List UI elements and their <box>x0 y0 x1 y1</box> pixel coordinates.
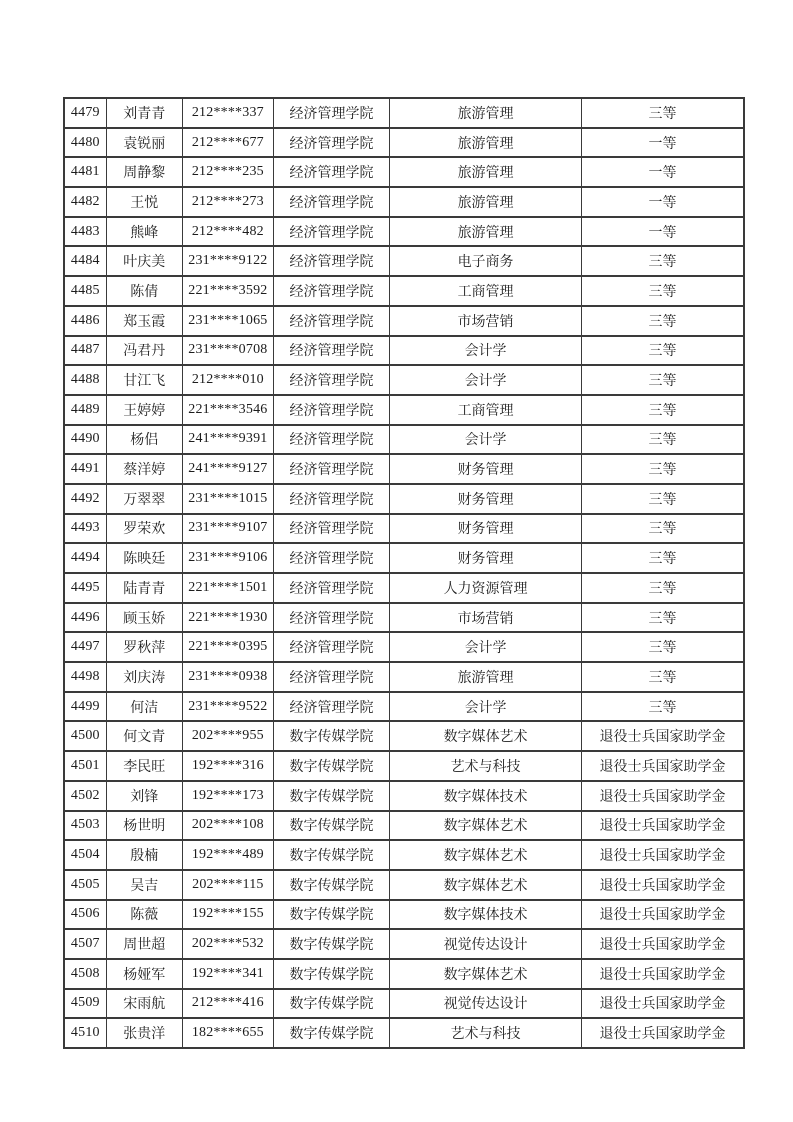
cell-major: 财务管理 <box>390 484 582 514</box>
cell-name: 杨娅军 <box>106 959 182 989</box>
cell-student-id: 202****532 <box>182 929 273 959</box>
cell-college: 数字传媒学院 <box>273 781 389 811</box>
cell-name: 刘青青 <box>106 98 182 128</box>
cell-name: 宋雨航 <box>106 989 182 1019</box>
cell-seq: 4482 <box>64 187 106 217</box>
cell-name: 周世超 <box>106 929 182 959</box>
cell-award: 一等 <box>581 157 744 187</box>
cell-major: 旅游管理 <box>390 662 582 692</box>
cell-award: 退役士兵国家助学金 <box>581 989 744 1019</box>
cell-college: 数字传媒学院 <box>273 929 389 959</box>
table-row <box>64 1018 744 1048</box>
cell-major: 电子商务 <box>390 246 582 276</box>
cell-major: 旅游管理 <box>390 187 582 217</box>
cell-name: 陆青青 <box>106 573 182 603</box>
cell-college: 经济管理学院 <box>273 395 389 425</box>
cell-major: 财务管理 <box>390 543 582 573</box>
cell-award: 三等 <box>581 454 744 484</box>
cell-name: 何文青 <box>106 721 182 751</box>
cell-award: 三等 <box>581 395 744 425</box>
cell-student-id: 202****108 <box>182 811 273 841</box>
cell-name: 王悦 <box>106 187 182 217</box>
cell-name: 李民旺 <box>106 751 182 781</box>
table-row <box>64 632 744 662</box>
cell-major: 数字媒体艺术 <box>390 840 582 870</box>
cell-name: 周静黎 <box>106 157 182 187</box>
cell-student-id: 231****9122 <box>182 246 273 276</box>
cell-seq: 4480 <box>64 128 106 158</box>
cell-seq: 4506 <box>64 900 106 930</box>
cell-student-id: 231****9107 <box>182 514 273 544</box>
table-row <box>64 751 744 781</box>
cell-college: 经济管理学院 <box>273 662 389 692</box>
cell-student-id: 241****9391 <box>182 425 273 455</box>
cell-name: 杨侣 <box>106 425 182 455</box>
cell-college: 数字传媒学院 <box>273 811 389 841</box>
cell-student-id: 212****337 <box>182 98 273 128</box>
table-row <box>64 336 744 366</box>
cell-award: 退役士兵国家助学金 <box>581 840 744 870</box>
table-row <box>64 692 744 722</box>
cell-student-id: 231****1065 <box>182 306 273 336</box>
table-row <box>64 128 744 158</box>
cell-major: 市场营销 <box>390 603 582 633</box>
table-row <box>64 306 744 336</box>
cell-award: 退役士兵国家助学金 <box>581 721 744 751</box>
cell-seq: 4507 <box>64 929 106 959</box>
cell-major: 会计学 <box>390 425 582 455</box>
table-row <box>64 781 744 811</box>
table-row <box>64 603 744 633</box>
table-row <box>64 187 744 217</box>
table-row <box>64 217 744 247</box>
cell-student-id: 231****9106 <box>182 543 273 573</box>
cell-college: 经济管理学院 <box>273 128 389 158</box>
cell-award: 三等 <box>581 603 744 633</box>
cell-seq: 4499 <box>64 692 106 722</box>
cell-award: 三等 <box>581 425 744 455</box>
table-row <box>64 395 744 425</box>
cell-college: 经济管理学院 <box>273 454 389 484</box>
table-row <box>64 276 744 306</box>
cell-award: 退役士兵国家助学金 <box>581 929 744 959</box>
cell-award: 三等 <box>581 276 744 306</box>
cell-student-id: 212****416 <box>182 989 273 1019</box>
table-row <box>64 870 744 900</box>
cell-college: 经济管理学院 <box>273 543 389 573</box>
table-row <box>64 98 744 128</box>
cell-name: 冯君丹 <box>106 336 182 366</box>
cell-seq: 4487 <box>64 336 106 366</box>
cell-student-id: 202****955 <box>182 721 273 751</box>
cell-student-id: 212****010 <box>182 365 273 395</box>
cell-college: 数字传媒学院 <box>273 989 389 1019</box>
cell-student-id: 182****655 <box>182 1018 273 1048</box>
cell-seq: 4494 <box>64 543 106 573</box>
cell-college: 经济管理学院 <box>273 276 389 306</box>
cell-seq: 4509 <box>64 989 106 1019</box>
cell-name: 陈倩 <box>106 276 182 306</box>
cell-award: 退役士兵国家助学金 <box>581 781 744 811</box>
cell-student-id: 192****341 <box>182 959 273 989</box>
cell-major: 数字媒体艺术 <box>390 811 582 841</box>
cell-award: 三等 <box>581 306 744 336</box>
cell-name: 罗秋萍 <box>106 632 182 662</box>
scholarship-table <box>63 97 745 1049</box>
cell-seq: 4508 <box>64 959 106 989</box>
cell-seq: 4500 <box>64 721 106 751</box>
cell-name: 殷楠 <box>106 840 182 870</box>
cell-major: 旅游管理 <box>390 157 582 187</box>
cell-student-id: 212****677 <box>182 128 273 158</box>
cell-student-id: 192****155 <box>182 900 273 930</box>
cell-major: 艺术与科技 <box>390 751 582 781</box>
cell-student-id: 231****0708 <box>182 336 273 366</box>
cell-seq: 4486 <box>64 306 106 336</box>
cell-award: 三等 <box>581 514 744 544</box>
cell-name: 杨世明 <box>106 811 182 841</box>
cell-name: 罗荣欢 <box>106 514 182 544</box>
cell-seq: 4502 <box>64 781 106 811</box>
cell-major: 旅游管理 <box>390 217 582 247</box>
cell-seq: 4483 <box>64 217 106 247</box>
cell-college: 经济管理学院 <box>273 365 389 395</box>
cell-major: 数字媒体技术 <box>390 781 582 811</box>
cell-major: 财务管理 <box>390 454 582 484</box>
cell-seq: 4495 <box>64 573 106 603</box>
cell-college: 经济管理学院 <box>273 98 389 128</box>
cell-major: 会计学 <box>390 336 582 366</box>
cell-major: 会计学 <box>390 365 582 395</box>
cell-award: 退役士兵国家助学金 <box>581 959 744 989</box>
cell-student-id: 231****0938 <box>182 662 273 692</box>
cell-award: 退役士兵国家助学金 <box>581 870 744 900</box>
scholarship-table-body <box>64 98 744 1048</box>
cell-major: 财务管理 <box>390 514 582 544</box>
cell-award: 三等 <box>581 484 744 514</box>
cell-seq: 4498 <box>64 662 106 692</box>
cell-college: 经济管理学院 <box>273 217 389 247</box>
cell-college: 经济管理学院 <box>273 246 389 276</box>
cell-seq: 4501 <box>64 751 106 781</box>
cell-student-id: 202****115 <box>182 870 273 900</box>
cell-college: 数字传媒学院 <box>273 751 389 781</box>
cell-seq: 4497 <box>64 632 106 662</box>
cell-seq: 4510 <box>64 1018 106 1048</box>
cell-name: 王婷婷 <box>106 395 182 425</box>
table-row <box>64 157 744 187</box>
cell-seq: 4489 <box>64 395 106 425</box>
cell-student-id: 212****482 <box>182 217 273 247</box>
table-row <box>64 365 744 395</box>
cell-college: 经济管理学院 <box>273 603 389 633</box>
table-row <box>64 573 744 603</box>
cell-college: 经济管理学院 <box>273 425 389 455</box>
table-row <box>64 959 744 989</box>
cell-award: 一等 <box>581 187 744 217</box>
cell-college: 经济管理学院 <box>273 573 389 603</box>
cell-seq: 4493 <box>64 514 106 544</box>
cell-award: 三等 <box>581 365 744 395</box>
table-row <box>64 662 744 692</box>
cell-name: 刘庆涛 <box>106 662 182 692</box>
cell-student-id: 192****173 <box>182 781 273 811</box>
cell-award: 退役士兵国家助学金 <box>581 751 744 781</box>
table-row <box>64 989 744 1019</box>
cell-name: 万翠翠 <box>106 484 182 514</box>
cell-award: 三等 <box>581 543 744 573</box>
cell-college: 经济管理学院 <box>273 632 389 662</box>
cell-award: 三等 <box>581 632 744 662</box>
cell-name: 何洁 <box>106 692 182 722</box>
cell-major: 旅游管理 <box>390 128 582 158</box>
cell-college: 数字传媒学院 <box>273 870 389 900</box>
cell-college: 经济管理学院 <box>273 187 389 217</box>
cell-name: 甘江飞 <box>106 365 182 395</box>
cell-college: 数字传媒学院 <box>273 900 389 930</box>
table-row <box>64 514 744 544</box>
cell-major: 市场营销 <box>390 306 582 336</box>
cell-major: 数字媒体艺术 <box>390 959 582 989</box>
cell-seq: 4479 <box>64 98 106 128</box>
cell-award: 三等 <box>581 336 744 366</box>
cell-student-id: 212****235 <box>182 157 273 187</box>
cell-seq: 4503 <box>64 811 106 841</box>
cell-major: 人力资源管理 <box>390 573 582 603</box>
cell-student-id: 221****3546 <box>182 395 273 425</box>
cell-seq: 4485 <box>64 276 106 306</box>
cell-student-id: 221****3592 <box>182 276 273 306</box>
table-row <box>64 454 744 484</box>
table-row <box>64 484 744 514</box>
table-row <box>64 929 744 959</box>
cell-student-id: 231****1015 <box>182 484 273 514</box>
cell-major: 艺术与科技 <box>390 1018 582 1048</box>
cell-seq: 4504 <box>64 840 106 870</box>
cell-college: 经济管理学院 <box>273 692 389 722</box>
cell-college: 经济管理学院 <box>273 514 389 544</box>
cell-major: 数字媒体技术 <box>390 900 582 930</box>
table-row <box>64 811 744 841</box>
cell-award: 三等 <box>581 573 744 603</box>
cell-college: 经济管理学院 <box>273 157 389 187</box>
cell-college: 数字传媒学院 <box>273 1018 389 1048</box>
cell-major: 视觉传达设计 <box>390 929 582 959</box>
cell-award: 三等 <box>581 246 744 276</box>
cell-major: 旅游管理 <box>390 98 582 128</box>
cell-major: 工商管理 <box>390 395 582 425</box>
cell-student-id: 212****273 <box>182 187 273 217</box>
cell-seq: 4488 <box>64 365 106 395</box>
cell-seq: 4492 <box>64 484 106 514</box>
cell-seq: 4481 <box>64 157 106 187</box>
cell-name: 刘锋 <box>106 781 182 811</box>
cell-student-id: 221****1930 <box>182 603 273 633</box>
cell-name: 吴吉 <box>106 870 182 900</box>
cell-award: 退役士兵国家助学金 <box>581 811 744 841</box>
cell-award: 三等 <box>581 98 744 128</box>
cell-college: 经济管理学院 <box>273 484 389 514</box>
table-row <box>64 425 744 455</box>
cell-student-id: 192****316 <box>182 751 273 781</box>
cell-college: 经济管理学院 <box>273 306 389 336</box>
cell-major: 会计学 <box>390 632 582 662</box>
cell-seq: 4484 <box>64 246 106 276</box>
cell-name: 郑玉霞 <box>106 306 182 336</box>
cell-college: 经济管理学院 <box>273 336 389 366</box>
cell-college: 数字传媒学院 <box>273 721 389 751</box>
cell-major: 会计学 <box>390 692 582 722</box>
cell-name: 张贵洋 <box>106 1018 182 1048</box>
cell-name: 陈映廷 <box>106 543 182 573</box>
cell-major: 视觉传达设计 <box>390 989 582 1019</box>
table-row <box>64 900 744 930</box>
table-row <box>64 246 744 276</box>
cell-major: 工商管理 <box>390 276 582 306</box>
cell-student-id: 192****489 <box>182 840 273 870</box>
cell-student-id: 221****0395 <box>182 632 273 662</box>
cell-award: 退役士兵国家助学金 <box>581 1018 744 1048</box>
table-row <box>64 721 744 751</box>
cell-award: 一等 <box>581 128 744 158</box>
cell-college: 数字传媒学院 <box>273 959 389 989</box>
cell-award: 三等 <box>581 662 744 692</box>
cell-student-id: 241****9127 <box>182 454 273 484</box>
cell-name: 蔡洋婷 <box>106 454 182 484</box>
cell-major: 数字媒体艺术 <box>390 870 582 900</box>
cell-college: 数字传媒学院 <box>273 840 389 870</box>
table-row <box>64 543 744 573</box>
cell-award: 一等 <box>581 217 744 247</box>
cell-name: 顾玉娇 <box>106 603 182 633</box>
cell-name: 陈薇 <box>106 900 182 930</box>
cell-student-id: 231****9522 <box>182 692 273 722</box>
cell-major: 数字媒体艺术 <box>390 721 582 751</box>
cell-award: 三等 <box>581 692 744 722</box>
cell-seq: 4491 <box>64 454 106 484</box>
cell-name: 叶庆美 <box>106 246 182 276</box>
cell-name: 熊峰 <box>106 217 182 247</box>
cell-seq: 4496 <box>64 603 106 633</box>
cell-seq: 4505 <box>64 870 106 900</box>
cell-seq: 4490 <box>64 425 106 455</box>
cell-student-id: 221****1501 <box>182 573 273 603</box>
table-row <box>64 840 744 870</box>
cell-award: 退役士兵国家助学金 <box>581 900 744 930</box>
cell-name: 袁锐丽 <box>106 128 182 158</box>
